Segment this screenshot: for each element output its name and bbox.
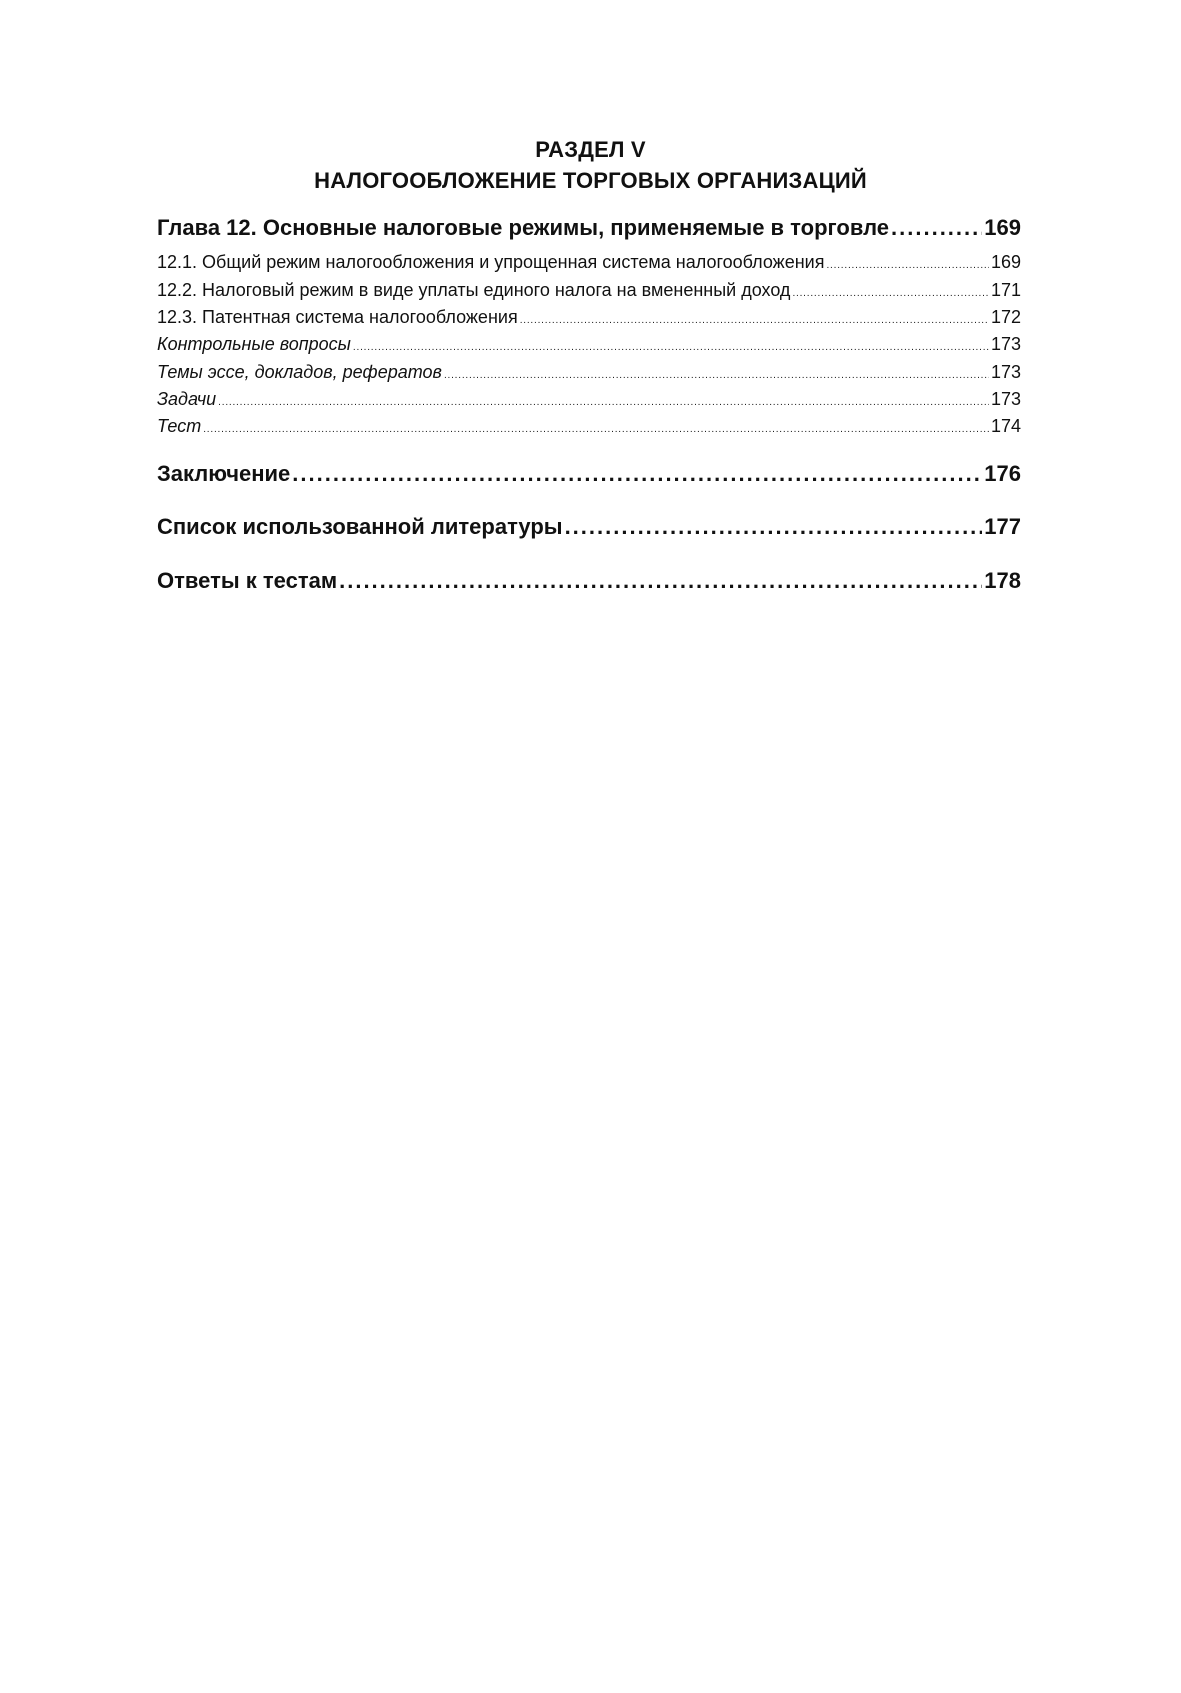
- toc-entry-title: Список использованной литературы: [157, 514, 563, 539]
- toc-entry-12-2: [157, 280, 1021, 301]
- toc-entry-12-1: [157, 252, 1021, 273]
- toc-entry-title: Заключение: [157, 461, 291, 486]
- toc-leader-dots: [339, 568, 982, 594]
- toc-chapter-12: [157, 215, 1021, 241]
- section-title: НАЛОГООБЛОЖЕНИЕ ТОРГОВЫХ ОРГАНИЗАЦИЙ: [314, 168, 867, 193]
- toc-entry-title: Ответы к тестам: [157, 568, 338, 593]
- toc-leader-dots: [520, 315, 989, 326]
- toc-page-number: 173: [990, 334, 1021, 354]
- toc-entry-title: 12.3. Патентная система налогообложения: [157, 307, 518, 327]
- toc-page-number: 169: [990, 252, 1021, 272]
- toc-page-number: 171: [990, 280, 1021, 300]
- toc-entry-title: 12.2. Налоговый режим в виде уплаты единого налога на вмененный доход: [157, 280, 791, 300]
- toc-leader-dots: [826, 260, 988, 271]
- section-number: РАЗДЕЛ V: [535, 137, 646, 162]
- toc-entry-title: Задачи: [157, 389, 217, 409]
- toc-page-number: 169: [984, 215, 1021, 240]
- toc-entry-title: Тест: [157, 416, 202, 436]
- toc-leader-dots: [792, 288, 989, 299]
- toc-entry-tasks: [157, 389, 1021, 410]
- toc-leader-dots: [565, 514, 983, 540]
- toc-entry-title: 12.1. Общий режим налогообложения и упрощенная система налогообложения: [157, 252, 825, 272]
- toc-leader-dots: [292, 461, 982, 487]
- toc-page-number: 172: [990, 307, 1021, 327]
- toc-entry-title: Темы эссе, докладов, рефератов: [157, 362, 442, 382]
- toc-page-number: 177: [984, 514, 1021, 539]
- toc-entry-test-answers: [157, 568, 1021, 594]
- toc-entry-control-questions: [157, 334, 1021, 355]
- toc-entry-essay-topics: [157, 362, 1021, 383]
- toc-page-number: 173: [990, 389, 1021, 409]
- toc-chapter-title: Глава 12. Основные налоговые режимы, применяемые в торговле: [157, 215, 890, 240]
- toc-page-number: 173: [990, 362, 1021, 382]
- toc-entry-conclusion: [157, 461, 1021, 487]
- toc-page-number: 176: [984, 461, 1021, 486]
- toc-entry-test: [157, 416, 1021, 437]
- toc-leader-dots: [891, 215, 982, 241]
- toc-entry-bibliography: [157, 514, 1021, 540]
- toc-leader-dots: [203, 424, 989, 435]
- toc-leader-dots: [218, 397, 989, 408]
- toc-leader-dots: [444, 370, 989, 381]
- toc-entry-12-3: [157, 307, 1021, 328]
- toc-page-number: 178: [984, 568, 1021, 593]
- toc-leader-dots: [353, 342, 989, 353]
- toc-entry-title: Контрольные вопросы: [157, 334, 351, 354]
- toc-page-number: 174: [990, 416, 1021, 436]
